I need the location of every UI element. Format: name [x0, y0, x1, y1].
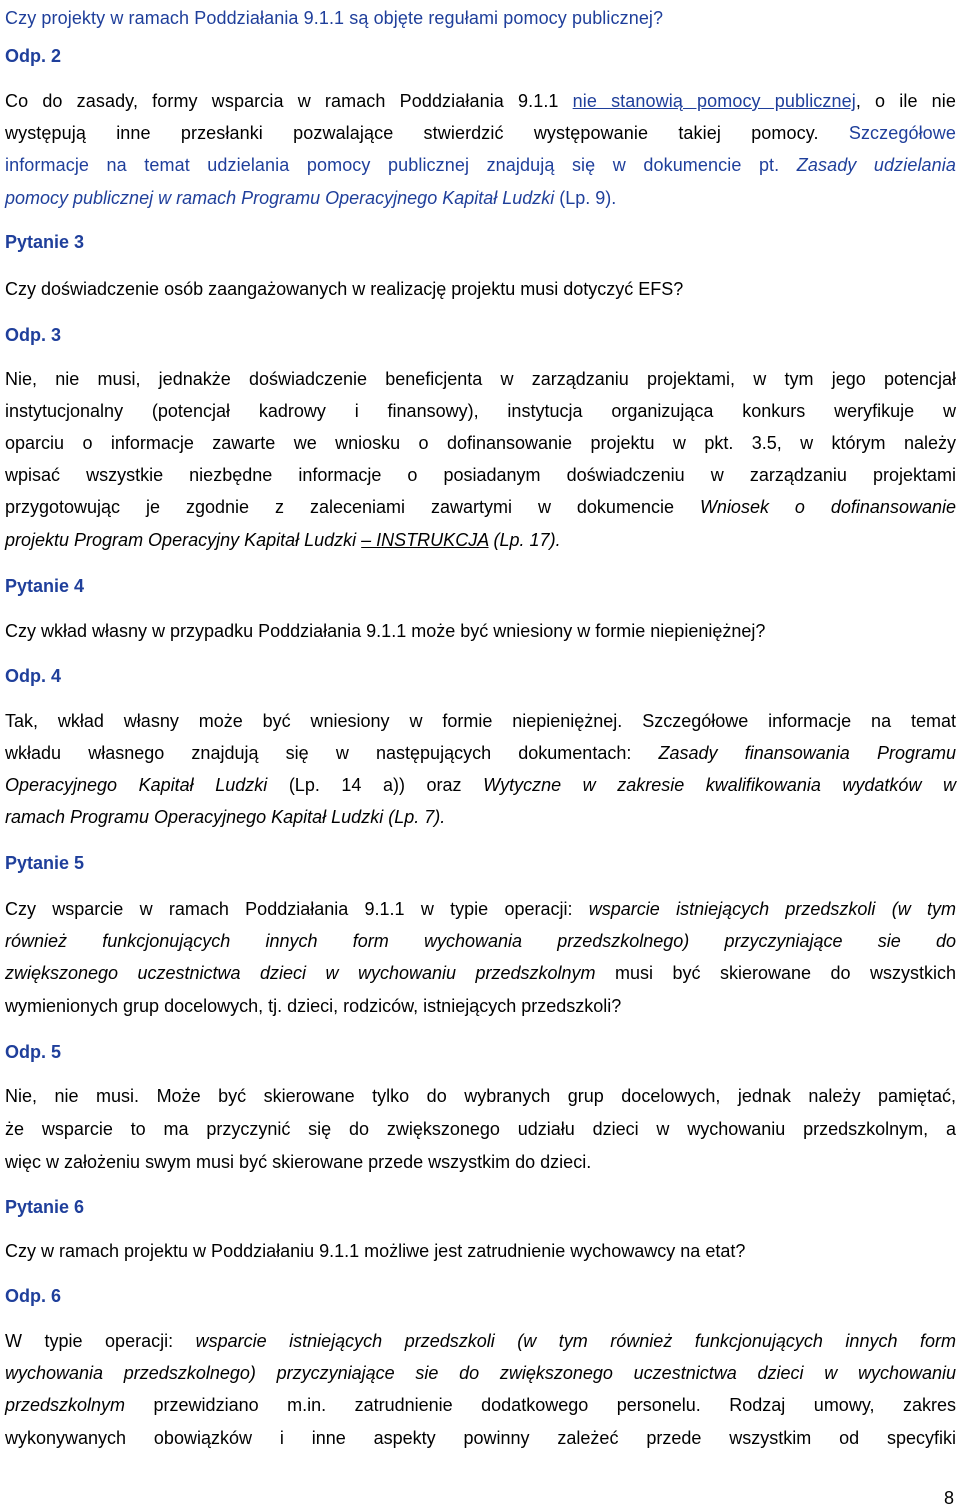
- q3-answer-doc-title: projektu Program Operacyjny Kapitał Ludzki: [5, 530, 362, 550]
- q3-answer-ref: (Lp. 17).: [488, 530, 561, 550]
- q3-answer-doc-title-underlined: – INSTRUKCJA: [361, 530, 489, 550]
- q4-answer-text: wkładu własnego znajdują się w następujących dokumentach:: [5, 743, 659, 763]
- q6-answer-line-4: [5, 1426, 956, 1450]
- q5-question-line-2: [5, 929, 956, 953]
- q2-answer-doc-title: Zasady udzielania: [779, 155, 956, 175]
- q5-question-text: musi być skierowane do wszystkich: [595, 963, 956, 983]
- q3-answer-text: przygotowując je zgodnie z zaleceniami zawartymi w dokumencie: [5, 497, 700, 517]
- q4-question: Czy wkład własny w przypadku Poddziałania 9.1.1 może być wniesiony w formie niepieniężnej?: [5, 621, 766, 641]
- q6-answer-label: Odp. 6: [5, 1286, 62, 1306]
- q5-question-operation-type: również funkcjonujących innych form wychowania przedszkolnego) przyczyniające sie do: [5, 931, 956, 951]
- q2-answer-line-1: [5, 89, 956, 113]
- q5-label: Pytanie 5: [5, 853, 85, 873]
- q2-answer-text-blue: informacje na temat udzielania pomocy publicznej znajdują się w dokumencie pt.: [5, 155, 780, 175]
- q6-answer-operation-type: przedszkolnym: [5, 1395, 126, 1415]
- q2-answer-ref: (Lp. 9).: [554, 188, 617, 208]
- q6-answer-text: wykonywanych obowiązków i inne aspekty powinny zależeć przede wszystkim od specyfiki: [5, 1428, 956, 1448]
- q2-answer-text-blue: Szczegółowe: [818, 123, 956, 143]
- q3-answer-line-1: [5, 367, 956, 391]
- q3-answer-line-3: [5, 431, 956, 455]
- q5-question-text: Czy wsparcie w ramach Poddziałania 9.1.1 w typie operacji:: [5, 899, 589, 919]
- q6-answer-line-2: [5, 1361, 956, 1385]
- q5-answer-text: Nie, nie musi. Może być skierowane tylko do wybranych grup docelowych, jednak należy pamiętać,: [5, 1086, 956, 1106]
- q6-answer-text: przewidziano m.in. zatrudnienie dodatkowego personelu. Rodzaj umowy, zakres: [125, 1395, 956, 1415]
- q3-answer-doc-title: Wniosek o dofinansowanie: [699, 497, 956, 517]
- q6-answer-operation-type: wychowania przedszkolnego) przyczyniające sie do zwiększonego uczestnictwa dzieci w wychowaniu: [5, 1363, 956, 1383]
- q5-question-line-1: [5, 897, 956, 921]
- q5-question-line-4: wymienionych grup docelowych, tj. dzieci, rodziców, istniejących przedszkoli?: [5, 996, 622, 1016]
- q5-answer-line-3: więc w założeniu swym musi być skierowane przede wszystkim do dzieci.: [5, 1152, 592, 1172]
- q4-answer-text: (Lp. 14 a)) oraz: [267, 775, 484, 795]
- q4-answer-line-3: [5, 773, 956, 797]
- q3-answer-text: oparciu o informacje zawarte we wniosku o dofinansowanie projektu w pkt. 3.5, w którym należy: [5, 433, 956, 453]
- q2-answer-doc-title: pomocy publicznej w ramach Programu Operacyjnego Kapitał Ludzki: [5, 188, 555, 208]
- q5-question-operation-type: wsparcie istniejących przedszkoli (w tym: [588, 899, 956, 919]
- q2-answer-link[interactable]: nie stanowią pomocy publicznej: [572, 91, 856, 111]
- q3-answer-text: Nie, nie musi, jednakże doświadczenie beneficjenta w zarządzaniu projektami, w tym jego potencjał: [5, 369, 956, 389]
- q5-answer-line-1: [5, 1084, 956, 1108]
- q6-answer-operation-type: wsparcie istniejących przedszkoli (w tym również funkcjonujących innych form: [195, 1331, 956, 1351]
- q4-answer-line-4: ramach Programu Operacyjnego Kapitał Ludzki (Lp. 7).: [5, 807, 446, 827]
- q3-question: Czy doświadczenie osób zaangażowanych w realizację projektu musi dotyczyć EFS?: [5, 279, 684, 299]
- q5-answer-text: że wsparcie to ma przyczynić się do zwiększonego udziału dzieci w wychowaniu przedszkolnym, a: [5, 1119, 956, 1139]
- q4-answer-label: Odp. 4: [5, 666, 62, 686]
- q4-answer-text: Tak, wkład własny może być wniesiony w formie niepieniężnej. Szczegółowe informacje na temat: [5, 711, 956, 731]
- q4-label: Pytanie 4: [5, 576, 85, 596]
- q4-answer-line-1: [5, 709, 956, 733]
- q2-question: Czy projekty w ramach Poddziałania 9.1.1 są objęte regułami pomocy publicznej?: [5, 8, 664, 28]
- q2-answer-text: występują inne przesłanki pozwalające stwierdzić występowanie takiej pomocy.: [5, 123, 819, 143]
- q6-label: Pytanie 6: [5, 1197, 85, 1217]
- q5-answer-line-2: [5, 1117, 956, 1141]
- page-number: 8: [943, 1488, 954, 1508]
- q2-answer-line-4: [5, 186, 616, 210]
- q4-answer-doc-title: Zasady finansowania Programu: [658, 743, 956, 763]
- q2-answer-text: Co do zasady, formy wsparcia w ramach Poddziałania 9.1.1: [5, 91, 573, 111]
- q5-question-operation-type: zwiększonego uczestnictwa dzieci w wychowaniu przedszkolnym: [5, 963, 596, 983]
- q2-answer-line-3: [5, 153, 956, 177]
- q2-answer-label: Odp. 2: [5, 46, 62, 66]
- q6-answer-line-3: [5, 1393, 956, 1417]
- q4-answer-doc-title: Wytyczne w zakresie kwalifikowania wydatków w: [483, 775, 956, 795]
- q3-answer-label: Odp. 3: [5, 325, 62, 345]
- q3-label: Pytanie 3: [5, 232, 85, 252]
- q6-answer-text: W typie operacji:: [5, 1331, 196, 1351]
- q2-answer-line-2: [5, 121, 956, 145]
- q3-answer-text: instytucjonalny (potencjał kadrowy i finansowy), instytucja organizująca konkurs weryfikuje w: [5, 401, 956, 421]
- q4-answer-line-2: [5, 741, 956, 765]
- q3-answer-line-4: [5, 463, 956, 487]
- q3-answer-line-2: [5, 399, 956, 423]
- q5-answer-label: Odp. 5: [5, 1042, 62, 1062]
- q5-question-line-3: [5, 961, 956, 985]
- q2-answer-text-rest: , o ile nie: [855, 91, 956, 111]
- q3-answer-line-5: [5, 495, 956, 519]
- q6-question: Czy w ramach projektu w Poddziałaniu 9.1.1 możliwe jest zatrudnienie wychowawcy na etat?: [5, 1241, 746, 1261]
- q3-answer-text: wpisać wszystkie niezbędne informacje o posiadanym doświadczeniu w zarządzaniu projektami: [5, 465, 956, 485]
- q4-answer-doc-title: Operacyjnego Kapitał Ludzki: [5, 775, 268, 795]
- q6-answer-line-1: [5, 1329, 956, 1353]
- q3-answer-line-6: [5, 528, 561, 552]
